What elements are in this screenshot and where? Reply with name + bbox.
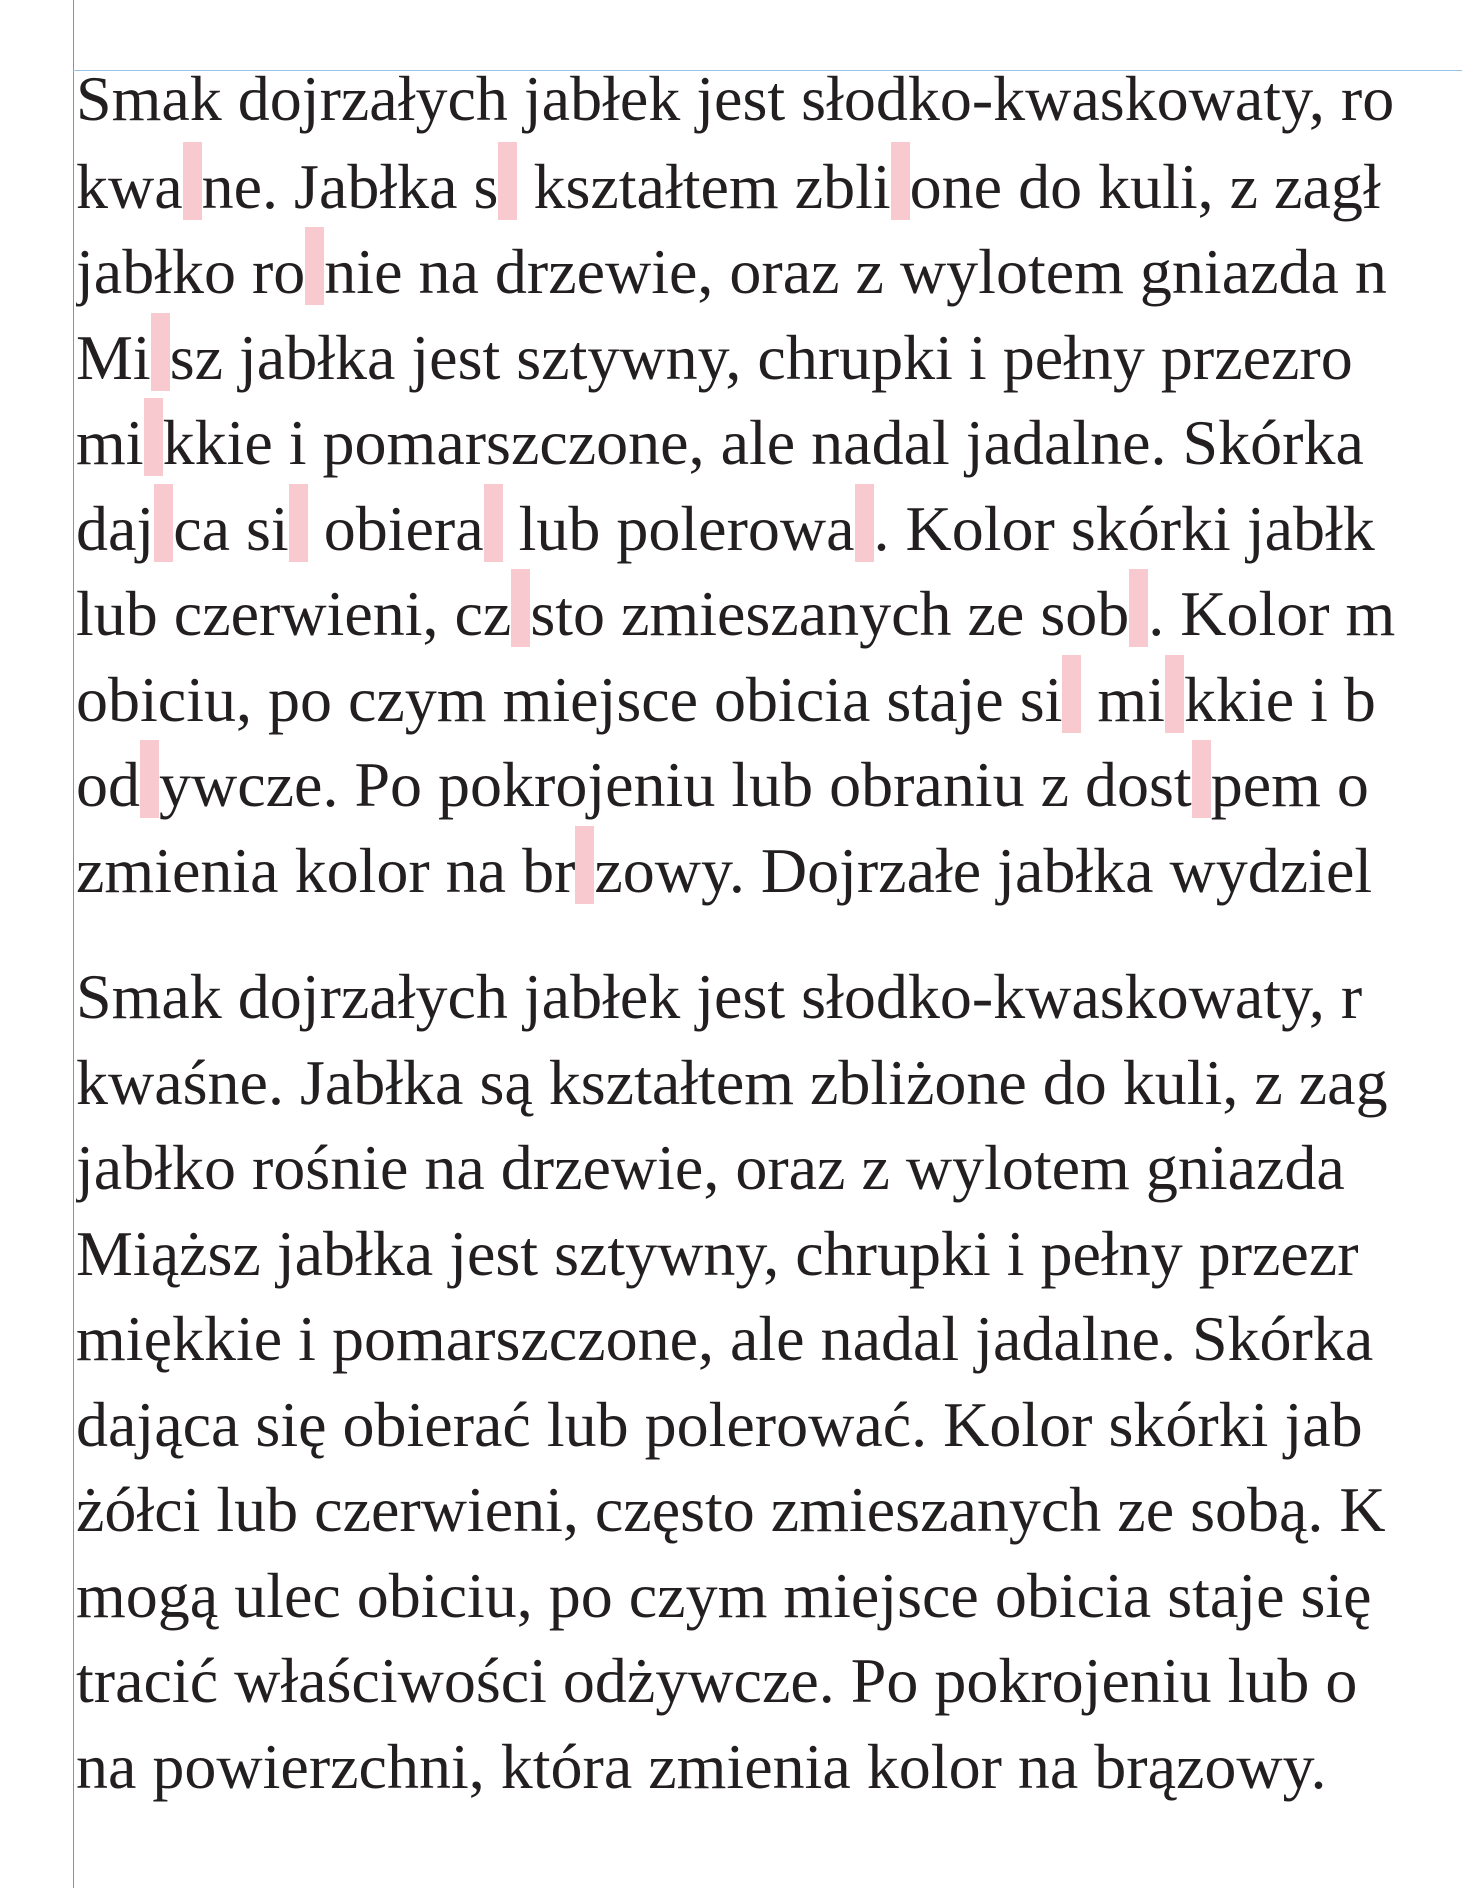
missing-glyph-marker (154, 484, 173, 562)
missing-glyph-marker (498, 142, 517, 220)
missing-glyph-marker (289, 484, 308, 562)
missing-glyph-marker (1192, 740, 1211, 818)
text-line: miękkie i pomarszczone, ale nadal jadalne. Skórka (76, 1303, 1374, 1374)
missing-glyph-marker (151, 313, 170, 391)
left-margin-guide (73, 0, 74, 1888)
missing-glyph-marker (183, 142, 202, 220)
text-line: mogą ulec obiciu, po czym miejsce obicia staje się (76, 1559, 1372, 1631)
text-line: żółci lub czerwieni, często zmieszanych ze sobą. K (76, 1474, 1386, 1545)
text-line: kwaśne. Jabłka są kształtem zbliżone do kuli, z zag (76, 1046, 1388, 1118)
text-line: mi kkie i pomarszczone, ale nadal jadalne. Skórka (76, 398, 1395, 484)
text-line: zmienia kolor na br zowy. Dojrzałe jabłka wydziel (76, 826, 1395, 912)
text-line: obiciu, po czym miejsce obicia staje si mi kkie i b (76, 655, 1395, 741)
text-line: Miąższ jabłka jest sztywny, chrupki i pełny przezr (76, 1217, 1359, 1289)
text-line: Smak dojrzałych jabłek jest słodko-kwaskowaty, ro (76, 63, 1395, 134)
missing-glyph-marker (511, 569, 530, 647)
missing-glyph-marker (575, 826, 594, 904)
missing-glyph-marker (1129, 569, 1148, 647)
missing-glyph-marker (144, 398, 163, 476)
text-line: dająca się obierać lub polerować. Kolor skórki jab (76, 1388, 1363, 1460)
text-line: na powierzchni, która zmienia kolor na brązowy. (76, 1730, 1327, 1802)
text-line: kwa ne. Jabłka s kształtem zbli one do kuli, z zagł (76, 142, 1395, 228)
missing-glyph-marker (484, 484, 503, 562)
text-line: tracić właściwości odżywcze. Po pokrojeniu lub o (76, 1645, 1358, 1716)
text-line: daj ca si obiera lub polerowa . Kolor skórki jabłk (76, 484, 1395, 570)
missing-glyph-marker (140, 740, 159, 818)
text-line: jabłko rośnie na drzewie, oraz z wylotem gniazda (76, 1132, 1345, 1203)
missing-glyph-marker (305, 227, 324, 305)
paragraph-correct (76, 954, 1388, 1809)
text-line: lub czerwieni, cz sto zmieszanych ze sob . Kolor m (76, 569, 1395, 655)
text-line: Mi sz jabłka jest sztywny, chrupki i pełny przezro (76, 313, 1395, 399)
missing-glyph-marker (855, 484, 874, 562)
missing-glyph-marker (1165, 655, 1184, 733)
text-line: Smak dojrzałych jabłek jest słodko-kwaskowaty, r (76, 961, 1363, 1032)
missing-glyph-marker (1062, 655, 1081, 733)
text-line: od ywcze. Po pokrojeniu lub obraniu z dost pem o (76, 740, 1395, 826)
missing-glyph-marker (891, 142, 910, 220)
text-frame (76, 56, 1462, 1888)
paragraph-missing-glyphs (76, 56, 1395, 911)
text-line: jabłko ro nie na drzewie, oraz z wylotem gniazda n (76, 227, 1395, 313)
